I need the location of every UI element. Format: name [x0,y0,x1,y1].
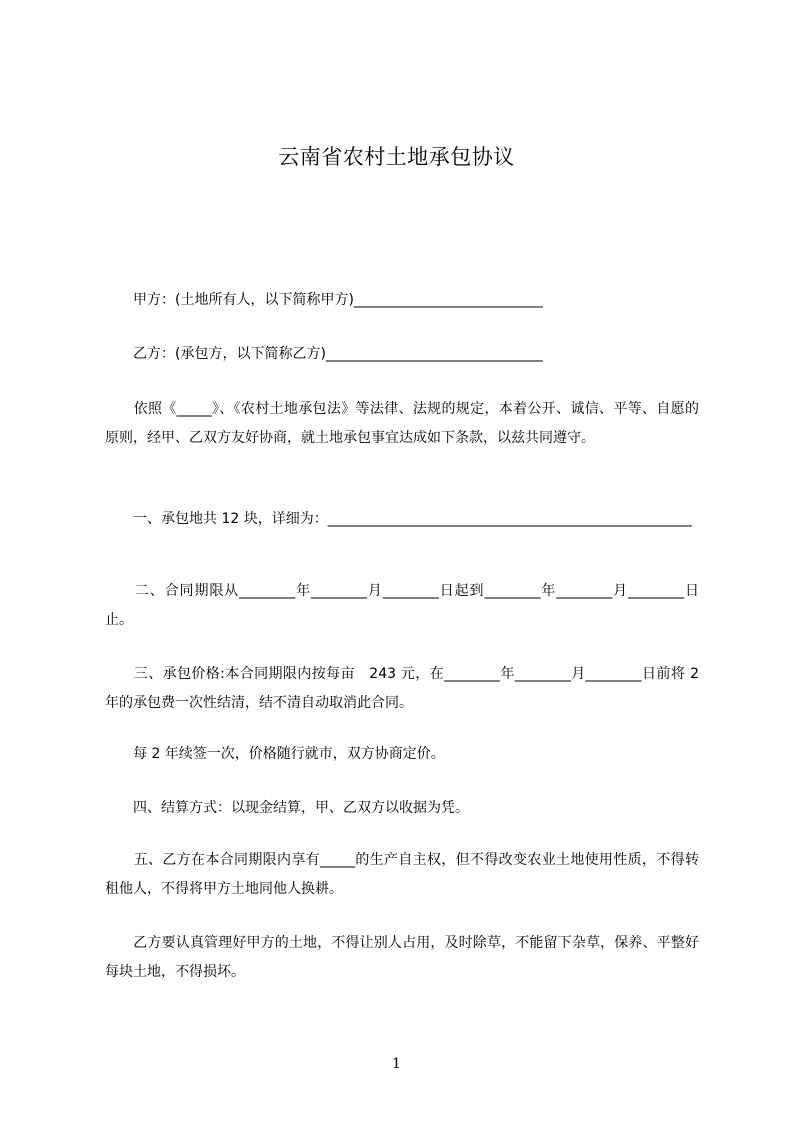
clause-3-renewal-paragraph: 每 2 年续签一次，价格随行就市，双方协商定价。 [105,746,445,762]
clause-2-paragraph: 二、合同期限从________年________月________日起到________年________月________日止。 [105,583,699,628]
document-title: 云南省农村土地承包协议 [278,145,515,169]
clause-4-paragraph: 四、结算方式：以现金结算，甲、乙双方以收据为凭。 [105,800,469,816]
page-number: 1 [392,1056,401,1072]
clause-5-paragraph: 五、乙方在本合同期限内享有_____的生产自主权，但不得改变农业土地使用性质，不得转租他人，不得将甲方土地同他人换耕。 [105,852,699,897]
party-b-line: 乙方：(承包方，以下简称乙方)_______________________________ [105,346,543,362]
party-a-line: 甲方：(土地所有人，以下简称甲方)___________________________ [105,292,543,308]
clause-5-duty-paragraph: 乙方要认真管理好甲方的土地，不得让别人占用，及时除草，不能留下杂草，保养、平整好每块土地，不得损坏。 [105,935,699,980]
clause-1-paragraph: 一、承包地共 12 块，详细为：____________________________________________________ [105,511,692,527]
preamble-paragraph: 依照《_____》、《农村土地承包法》等法律、法规的规定，本着公开、诚信、平等、自愿的原则，经甲、乙双方友好协商，就土地承包事宜达成如下条款，以兹共同遵守。 [105,401,699,446]
clause-3-paragraph: 三、承包价格:本合同期限内按每亩 243 元，在________年________月________日前将 2 年的承包费一次性结清，结不清自动取消此合同。 [105,666,704,711]
